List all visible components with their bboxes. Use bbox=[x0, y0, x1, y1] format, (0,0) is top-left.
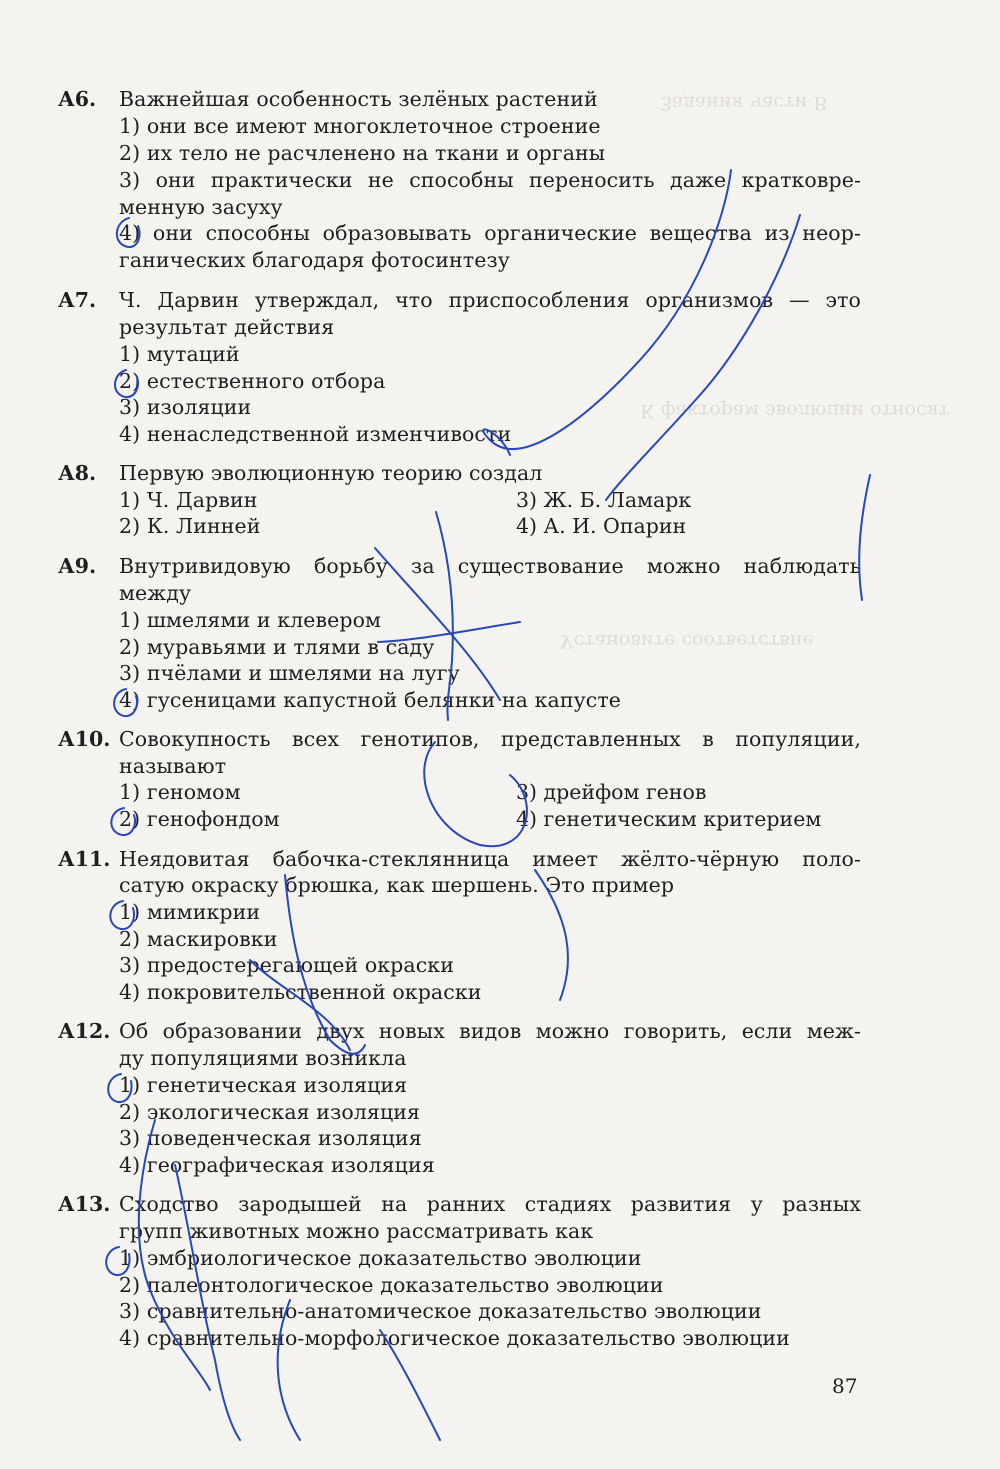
question-text: Неядовитая бабочка-стеклянница имеет жёлто-чёрную поло- bbox=[119, 847, 861, 871]
answer-option[interactable]: 3) они практически не способны переносить даже кратковре- bbox=[119, 168, 861, 192]
question-number: А8. bbox=[58, 461, 97, 485]
question-text: Внутривидовую борьбу за существование можно наблюдать bbox=[119, 554, 861, 578]
answer-option[interactable]: 2) экологическая изоляция bbox=[119, 1100, 421, 1124]
question-text: Первую эволюционную теорию создал bbox=[119, 461, 543, 485]
question-text: результат действия bbox=[119, 315, 335, 339]
question-text: сатую окраску брюшка, как шершень. Это пример bbox=[119, 873, 675, 897]
answer-option[interactable]: 2) естественного отбора bbox=[119, 369, 386, 393]
bleed-through-text: Задания части B bbox=[660, 92, 828, 114]
answer-option[interactable]: 3) Ж. Б. Ламарк bbox=[516, 488, 692, 512]
page-number: 87 bbox=[832, 1374, 858, 1398]
answer-option[interactable]: 1) они все имеют многоклеточное строение bbox=[119, 114, 601, 138]
answer-option[interactable]: 2) маскировки bbox=[119, 927, 278, 951]
answer-option[interactable]: 2) их тело не расчленено на ткани и органы bbox=[119, 141, 606, 165]
answer-option[interactable]: 4) генетическим критерием bbox=[516, 807, 822, 831]
question-number: А6. bbox=[58, 87, 97, 111]
answer-option[interactable]: 1) эмбриологическое доказательство эволюции bbox=[119, 1246, 642, 1270]
question-text: Совокупность всех генотипов, представленных в популяции, bbox=[119, 727, 861, 751]
answer-option-continuation: ганических благодаря фотосинтезу bbox=[119, 248, 510, 272]
bleed-through-text: Установите соответствие bbox=[560, 630, 814, 652]
answer-option[interactable]: 2) генофондом bbox=[119, 807, 280, 831]
answer-option[interactable]: 2) палеонтологическое доказательство эволюции bbox=[119, 1273, 664, 1297]
question-text: Об образовании двух новых видов можно говорить, если меж- bbox=[119, 1019, 861, 1043]
answer-option[interactable]: 3) дрейфом генов bbox=[516, 780, 707, 804]
answer-option[interactable]: 1) Ч. Дарвин bbox=[119, 488, 258, 512]
question-text: Сходство зародышей на ранних стадиях развития у разных bbox=[119, 1192, 861, 1216]
answer-option[interactable]: 4) ненаследственной изменчивости bbox=[119, 422, 512, 446]
answer-option[interactable]: 3) предостерегающей окраски bbox=[119, 953, 454, 977]
question-text: называют bbox=[119, 754, 227, 778]
question-number: А12. bbox=[58, 1019, 111, 1043]
answer-option[interactable]: 1) мутаций bbox=[119, 342, 240, 366]
question-number: А11. bbox=[58, 847, 111, 871]
answer-option[interactable]: 3) изоляции bbox=[119, 395, 252, 419]
answer-option[interactable]: 2) муравьями и тлями в саду bbox=[119, 635, 435, 659]
answer-option[interactable]: 1) генетическая изоляция bbox=[119, 1073, 408, 1097]
answer-option[interactable]: 3) сравнительно-анатомическое доказательство эволюции bbox=[119, 1299, 762, 1323]
answer-option-continuation: менную засуху bbox=[119, 195, 283, 219]
question-text: Важнейшая особенность зелёных растений bbox=[119, 87, 598, 111]
answer-option[interactable]: 3) поведенческая изоляция bbox=[119, 1126, 422, 1150]
answer-option[interactable]: 4) они способны образовывать органические вещества из неор- bbox=[119, 221, 861, 245]
answer-option[interactable]: 4) гусеницами капустной белянки на капусте bbox=[119, 688, 621, 712]
pen-stroke bbox=[859, 475, 870, 600]
answer-option[interactable]: 4) А. И. Опарин bbox=[516, 514, 687, 538]
answer-option[interactable]: 1) геномом bbox=[119, 780, 241, 804]
bleed-through-text: К факторам эволюции относят bbox=[640, 400, 950, 422]
question-text: между bbox=[119, 581, 192, 605]
pen-stroke bbox=[606, 215, 800, 500]
question-text: ду популяциями возникла bbox=[119, 1046, 407, 1070]
question-text: Ч. Дарвин утверждал, что приспособления организмов — это bbox=[119, 288, 861, 312]
question-number: А13. bbox=[58, 1192, 111, 1216]
answer-option[interactable]: 3) пчёлами и шмелями на лугу bbox=[119, 661, 460, 685]
answer-option[interactable]: 4) географическая изоляция bbox=[119, 1153, 435, 1177]
answer-option[interactable]: 4) сравнительно-морфологическое доказательство эволюции bbox=[119, 1326, 790, 1350]
pen-stroke bbox=[424, 742, 527, 846]
answer-option[interactable]: 2) К. Линней bbox=[119, 514, 261, 538]
question-number: А7. bbox=[58, 288, 97, 312]
question-number: А10. bbox=[58, 727, 111, 751]
question-number: А9. bbox=[58, 554, 97, 578]
answer-option[interactable]: 1) шмелями и клевером bbox=[119, 608, 382, 632]
answer-option[interactable]: 4) покровительственной окраски bbox=[119, 980, 482, 1004]
answer-option[interactable]: 1) мимикрии bbox=[119, 900, 261, 924]
question-text: групп животных можно рассматривать как bbox=[119, 1219, 594, 1243]
